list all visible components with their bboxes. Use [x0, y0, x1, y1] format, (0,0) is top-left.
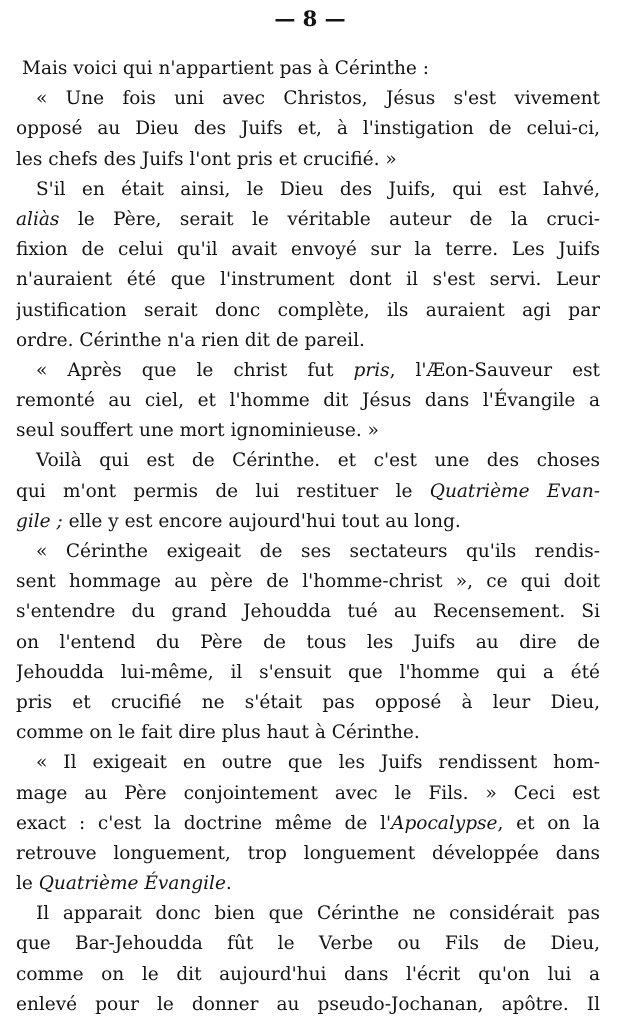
- text-span: exact : c'est la doctrine même de l': [16, 812, 392, 834]
- text-span: qui m'ont permis de lui restituer le: [16, 480, 430, 502]
- text-line: S'il en était ainsi, le Dieu des Juifs, qui est Iahvé,: [36, 178, 600, 200]
- text-line: sent hommage au père de l'homme-christ », ce qui doit: [16, 571, 600, 593]
- page-body-text: [16, 54, 600, 1020]
- text-line: que Bar-Jehoudda fût le Verbe ou Fils de Dieu,: [16, 933, 600, 955]
- text-line: justification serait donc complète, ils auraient agi par: [16, 299, 600, 321]
- text-line: Il apparait donc bien que Cérinthe ne considérait pas: [36, 903, 600, 925]
- text-line: retrouve longuement, trop longuement développée dans: [16, 842, 600, 864]
- italic-text: gile ;: [16, 510, 63, 532]
- text-line: n'auraient été que l'instrument dont il s'est servi. Leur: [16, 269, 600, 291]
- text-line: [16, 869, 600, 899]
- text-line: Jehoudda lui-même, il s'ensuit que l'homme qui a été: [16, 661, 600, 683]
- text-line: remonté au ciel, et l'homme dit Jésus dans l'Évangile a: [16, 390, 600, 412]
- text-line: [16, 507, 600, 537]
- text-line: [16, 809, 600, 839]
- text-line: « Cérinthe exigeait de ses sectateurs qu'ils rendis-: [36, 541, 600, 562]
- text-line: « Il exigeait en outre que les Juifs rendissent hom-: [36, 752, 600, 774]
- text-span: le: [16, 873, 39, 895]
- text-line: on l'entend du Père de tous les Juifs au dire de: [16, 631, 600, 653]
- text-line: [16, 356, 600, 386]
- italic-text: Quatrième Evan-: [429, 480, 600, 502]
- italic-text: Apocalypse: [391, 812, 498, 834]
- text-line: mage au Père conjointement avec le Fils. » Ceci est: [16, 782, 600, 804]
- italic-text: aliàs: [16, 208, 60, 230]
- text-line: ordre. Cérinthe n'a rien dit de pareil.: [16, 329, 365, 351]
- text-line: pris et crucifié ne s'était pas opposé à leur Dieu,: [16, 691, 600, 713]
- text-span: elle y est encore aujourd'hui tout au long.: [62, 510, 461, 532]
- text-span: « Après que le christ fut: [36, 359, 354, 381]
- text-line: Voilà qui est de Cérinthe. et c'est une des choses: [36, 450, 600, 472]
- text-line: s'entendre du grand Jehoudda tué au Recensement. Si: [16, 601, 600, 623]
- italic-text: pris: [353, 359, 390, 381]
- text-line: enlevé pour le donner au pseudo-Jochanan, apôtre. Il: [16, 993, 600, 1015]
- text-line: comme on le fait dire plus haut à Cérinthe.: [16, 722, 420, 744]
- page-number: — 8 —: [274, 6, 346, 31]
- text-line: [16, 477, 600, 507]
- text-line: seul souffert une mort ignominieuse. »: [16, 420, 379, 442]
- text-line: [16, 205, 600, 235]
- text-line: les chefs des Juifs l'ont pris et crucifié. »: [16, 148, 397, 170]
- text-line: fixion de celui qu'il avait envoyé sur la terre. Les Juifs: [16, 239, 600, 261]
- text-line: opposé au Dieu des Juifs et, à l'instigation de celui-ci,: [16, 118, 600, 140]
- text-span: , l'Æon-Sauveur est: [389, 359, 600, 381]
- text-span: .: [225, 873, 232, 895]
- text-line: Mais voici qui n'appartient pas à Cérinthe :: [22, 58, 429, 79]
- text-span: , et on la: [497, 812, 600, 834]
- text-line: « Une fois uni avec Christos, Jésus s'est vivement: [36, 88, 600, 110]
- text-line: comme on le dit aujourd'hui dans l'écrit qu'on lui a: [16, 963, 600, 985]
- italic-text: Quatrième Évangile: [38, 873, 226, 895]
- text-span: le Père, serait le véritable auteur de la cruci-: [59, 208, 600, 230]
